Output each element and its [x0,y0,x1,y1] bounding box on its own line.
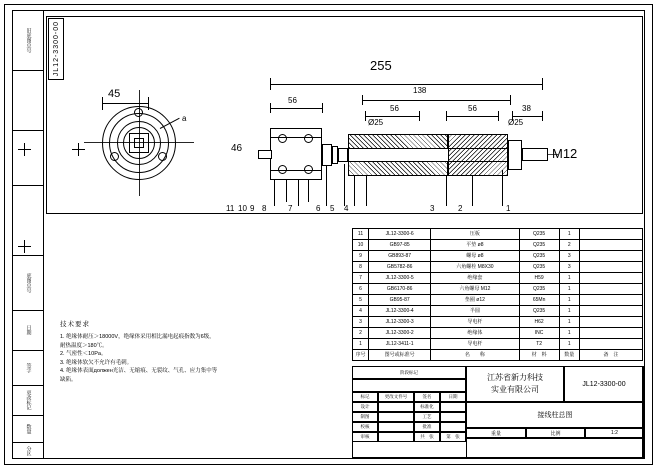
table-row [353,328,643,339]
dimension-38: 38 [522,104,531,113]
tb-designed-val [378,402,414,412]
tb-sign: 签名 [414,392,440,402]
notes-title: 技术要求 [60,321,90,328]
callout-6: 6 [316,204,321,213]
company-line-2: 实业有限公司 [491,385,539,394]
callout-11: 11 [226,204,235,213]
callout-2: 2 [458,204,463,213]
bom-cell: JL12-3411-1 [369,339,431,350]
bom-cell: 1 [559,284,579,295]
notes-line-1: 耐热温度＞180℃。 [60,342,108,349]
tb-drawn: 制图 [352,412,378,422]
dimension-flange-dia [108,88,120,100]
bom-cell: 1 [559,306,579,317]
bom-cell: 1 [559,317,579,328]
callout-1: 1 [506,204,511,213]
table-row [353,339,643,350]
bom-cell [579,317,642,328]
dimension-56-a: 56 [288,96,297,105]
bom-cell: 3 [353,317,369,328]
tb-reviewed-val [378,432,414,442]
dimension-flange-height [231,143,242,154]
part-code-tag [48,18,64,80]
tb-checked: 校核 [352,422,378,432]
bom-cell: 1 [559,295,579,306]
bom-cell: 1 [559,229,579,240]
tb-std-val [440,402,466,412]
bom-cell: GB6170-86 [369,284,431,295]
callout-5: 5 [330,204,335,213]
bom-cell: 10 [353,240,369,251]
bom-cell: JL12-3300-3 [369,317,431,328]
bom-cell [579,339,642,350]
notes-line-3: 3. 绝缘体软欠不允许有毛刺。 [60,359,133,366]
bom-cell: 4 [353,306,369,317]
bom-cell: 导电杆 [431,317,519,328]
bom-cell: 3 [559,262,579,273]
tb-stage-blank [352,379,466,392]
tb-weight-label: 重量 [466,428,526,438]
bom-cell [579,262,642,273]
table-row [353,295,643,306]
notes-line-4: 4. 绝缘体表面должен光洁、无缩痕、无裂纹、气孔、应力集中等 [60,368,218,375]
bom-cell [579,251,642,262]
register-cross-margin-2 [18,240,31,253]
part-code-text: JL12-3300-00 [52,21,60,77]
company-block [466,366,564,402]
bom-cell: Q235 [519,229,559,240]
tb-std: 标准化 [414,402,440,412]
tb-process-val [440,412,466,422]
callout-8: 8 [262,204,267,213]
tb-stage-mark: 阶段标记 [352,366,466,379]
dimension-flange-dia-value: 45 [108,88,121,100]
bom-cell: 绝缘体 [431,328,519,339]
bom-cell: Q235 [519,251,559,262]
part-name-cell: 接线柱总图 [466,402,644,428]
bom-cell [579,295,642,306]
bom-cell: 螺母 ø8 [431,251,519,262]
tb-drawn-val [378,412,414,422]
bom-cell: 2 [353,328,369,339]
callout-9: 9 [250,204,255,213]
bom-cell: Q235 [519,306,559,317]
bom-cell: 垫圈 ø12 [431,295,519,306]
bom-cell: 1 [559,328,579,339]
tb-approved: 批准 [414,422,440,432]
bom-cell: GB97-85 [369,240,431,251]
dimension-138: 138 [413,86,427,95]
margin-cell-1: 底图总号 [25,272,32,293]
register-cross-margin [18,143,31,156]
tb-date: 日期 [440,392,466,402]
dimension-dia-25-a: Ø25 [368,118,384,127]
bom-cell [579,306,642,317]
bom-cell: JL12-3300-6 [369,229,431,240]
main-section-view [250,60,590,210]
tb-sheetno: 第 张 [440,432,466,442]
bom-cell: 65Mn [519,295,559,306]
bom-cell: Q235 [519,284,559,295]
thread-label-m12: M12 [552,146,578,161]
bom-cell: GB893-87 [369,251,431,262]
bom-cell [579,284,642,295]
bom-cell: 1 [559,273,579,284]
company-line-1: 江苏省新力科技 [487,373,543,382]
bom-cell [579,229,642,240]
callout-3: 3 [430,204,435,213]
notes-line-2: 2. 气密性＜10Pa。 [60,351,107,358]
front-view-flange [96,100,187,186]
dimension-56-c: 56 [468,104,477,113]
dimension-flange-height-value: 46 [231,143,243,154]
margin-cell-2: 日期 [25,325,32,335]
part-number-cell: JL12-3300-00 [564,366,644,402]
bom-cell: 1 [559,339,579,350]
bom-cell: 8 [353,262,369,273]
tb-approved-val [440,422,466,432]
bom-cell: 6 [353,284,369,295]
bom-cell: 5 [353,295,369,306]
tb-designed: 设计 [352,402,378,412]
tb-process: 工艺 [414,412,440,422]
table-row [353,284,643,295]
margin-cell-6: 分区 [25,445,32,456]
bom-cell: 7 [353,273,369,284]
angle-mark: a [182,114,187,123]
tb-reviewed: 审核 [352,432,378,442]
margin-cell-0: 旧底图总号 [25,27,32,53]
tb-scale-value: 1:2 [585,428,644,438]
bom-cell: 半圆 [431,306,519,317]
bom-cell: Q235 [519,240,559,251]
margin-cell-3: 签字 [25,362,32,373]
dimension-overall-value: 255 [370,58,392,73]
tb-checked-val [378,422,414,432]
bom-cell: H59 [519,273,559,284]
table-row [353,273,643,284]
left-margin-strip [12,10,44,459]
bill-of-materials [352,228,643,361]
bom-cell: 六角螺栓 M8X30 [431,262,519,273]
bom-cell: 1 [353,339,369,350]
table-row [353,251,643,262]
bom-cell: JL12-3300-4 [369,306,431,317]
bom-cell: 11 [353,229,369,240]
dimension-56-b: 56 [390,104,399,113]
bom-header-cell: 材 料 [519,350,559,361]
table-row [353,306,643,317]
title-block [352,366,643,458]
tb-scale-label: 比例 [526,428,585,438]
bom-cell: H62 [519,317,559,328]
table-row [353,317,643,328]
bom-cell: T2 [519,339,559,350]
bom-header-cell: 备 注 [579,350,642,361]
bom-header-cell: 图号或标准号 [369,350,431,361]
bom-cell: 绝缘套 [431,273,519,284]
dimension-dia-25-b: Ø25 [508,118,524,127]
table-row [353,240,643,251]
table-row [353,262,643,273]
margin-cell-4: 更改标记 [25,390,32,410]
table-header-row [353,350,643,361]
margin-cell-5: 数量 [25,423,32,434]
bom-cell [579,328,642,339]
tb-bottom-blank [466,438,644,459]
bom-header-cell: 名 称 [431,350,519,361]
bom-cell [579,240,642,251]
callout-4: 4 [344,204,349,213]
bom-header-cell: 序号 [353,350,369,361]
bom-cell [579,273,642,284]
tb-mark: 标记 [352,392,378,402]
bom-header-cell: 数量 [559,350,579,361]
bom-cell: JL12-3300-2 [369,328,431,339]
notes-line-5: 缺陷。 [60,376,77,383]
bom-cell: 六角螺母 M12 [431,284,519,295]
callout-7: 7 [288,204,293,213]
bom-cell: INC [519,328,559,339]
bom-cell: 平垫 ø8 [431,240,519,251]
callout-10: 10 [238,204,247,213]
bom-cell: 2 [559,240,579,251]
bom-cell: GB95-87 [369,295,431,306]
bom-cell: 压板 [431,229,519,240]
tb-sheets: 共 张 [414,432,440,442]
bom-cell: 9 [353,251,369,262]
bom-cell: GB5782-86 [369,262,431,273]
bom-cell: 导电杆 [431,339,519,350]
bom-cell: Q235 [519,262,559,273]
table-row [353,229,643,240]
notes-line-0: 1. 绝缘体耐压＞18000V，绝缘体采用相比漏电起痕指数为6级， [60,334,215,341]
bom-cell: JL12-3300-5 [369,273,431,284]
bom-cell: 3 [559,251,579,262]
tb-change: 更改文件号 [378,392,414,402]
technical-requirements [60,320,350,384]
